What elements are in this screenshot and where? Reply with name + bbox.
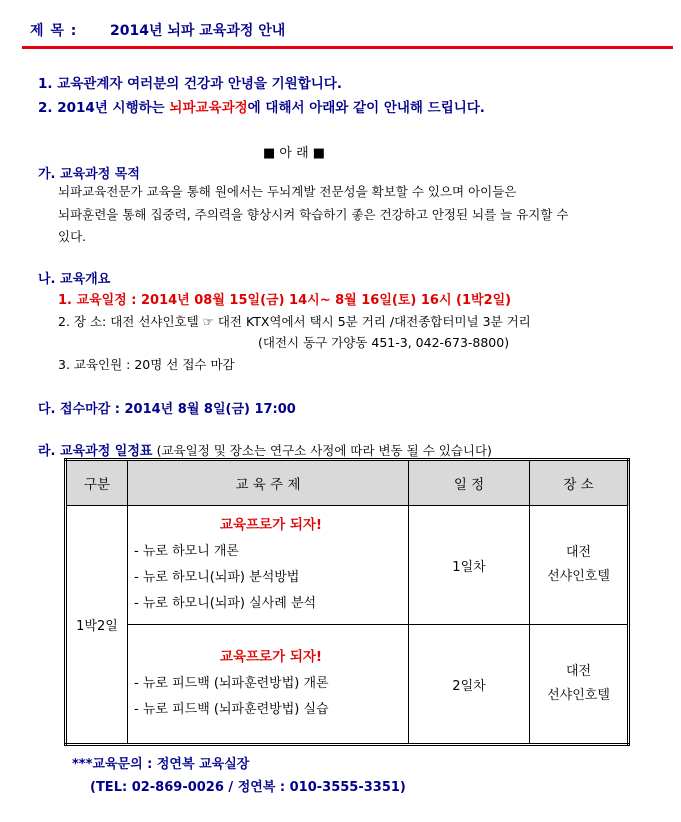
header-date: 일 정 xyxy=(409,460,530,506)
deadline-line: 다. 접수마감 : 2014년 8월 8일(금) 17:00 xyxy=(38,402,296,417)
contact-line-1: ***교육문의 : 정연복 교육실장 xyxy=(72,757,250,772)
topic-cell xyxy=(128,625,409,745)
section-ga-line: 뇌파훈련을 통해 집중력, 주의력을 향상시켜 학습하기 좋은 건강하고 안정된 뇌를 늘 유지할 수 xyxy=(58,207,569,222)
contact-line-2: (TEL: 02-869-0026 / 정연복 : 010-3555-3351) xyxy=(90,780,406,795)
intro-line-2-post: 에 대해서 아래와 같이 안내해 드립니다. xyxy=(247,100,485,116)
people-line: 3. 교육인원 : 20명 선 접수 마감 xyxy=(58,357,235,372)
place-hotel: 선샤인호텔 xyxy=(547,569,610,584)
header-topic: 교 육 주 제 xyxy=(128,460,409,506)
topic-title: 교육프로가 되자! xyxy=(219,649,323,665)
header-place: 장 소 xyxy=(530,460,629,506)
header-category: 구분 xyxy=(66,460,128,506)
day-cell: 2일차 xyxy=(409,625,530,745)
document-title: 2014년 뇌파 교육과정 안내 xyxy=(110,23,286,39)
schedule-table xyxy=(64,458,630,746)
intro-line-1: 1. 교육관계자 여러분의 건강과 안녕을 기원합니다. xyxy=(38,76,342,92)
intro-line-2 xyxy=(38,96,485,116)
topic-cell xyxy=(128,506,409,625)
title-divider xyxy=(22,46,673,49)
place-cell xyxy=(530,625,629,745)
address-line: (대전시 동구 가양동 451-3, 042-673-8800) xyxy=(258,335,510,350)
intro-highlight: 뇌파교육과정 xyxy=(169,100,248,116)
table-row xyxy=(66,506,629,625)
place-city: 대전 xyxy=(565,664,592,679)
below-marker: ■ 아 래 ■ xyxy=(263,146,326,161)
place-line: 2. 장 소: 대전 선샤인호텔 ☞ 대전 KTX역에서 택시 5분 거리 /대전종합터미널 3분 거리 xyxy=(58,314,531,329)
place-city: 대전 xyxy=(565,545,592,560)
intro-line-2-pre: 2. 2014년 시행하는 xyxy=(38,100,170,116)
schedule-line: 1. 교육일정 : 2014년 08월 15일(금) 14시~ 8월 16일(토) 16시 (1박2일) xyxy=(58,293,512,308)
day-cell: 1일차 xyxy=(409,506,530,625)
topic-item: - 뉴로 피드백 (뇌파훈련방법) 개론 xyxy=(134,676,329,691)
topic-item: - 뉴로 피드백 (뇌파훈련방법) 실습 xyxy=(134,702,329,717)
section-na-heading: 나. 교육개요 xyxy=(38,272,111,287)
place-hotel: 선샤인호텔 xyxy=(547,688,610,703)
topic-title: 교육프로가 되자! xyxy=(219,517,323,533)
place-cell xyxy=(530,506,629,625)
table-row xyxy=(66,625,629,745)
section-ra-note: (교육일정 및 장소는 연구소 사정에 따라 변동 될 수 있습니다) xyxy=(156,443,492,458)
section-ga-line: 있다. xyxy=(58,229,87,244)
topic-item: - 뉴로 하모니(뇌파) 분석방법 xyxy=(134,570,300,585)
topic-item: - 뉴로 하모니 개론 xyxy=(134,544,239,559)
section-ra xyxy=(38,440,492,459)
subject-label: 제 목 : xyxy=(30,23,78,39)
topic-item xyxy=(134,591,408,617)
section-ga-heading: 가. 교육과정 목적 xyxy=(38,167,140,182)
period-cell: 1박2일 xyxy=(66,506,128,745)
section-ra-heading: 라. 교육과정 일정표 xyxy=(38,444,153,459)
topic-item-text: - 뉴로 하모니(뇌파) 실사례 분석 xyxy=(134,596,317,611)
section-ga-line: 뇌파교육전문가 교육을 통해 원에서는 두뇌계발 전문성을 확보할 수 있으며 아이들은 xyxy=(58,184,517,199)
table-header-row xyxy=(66,460,629,506)
